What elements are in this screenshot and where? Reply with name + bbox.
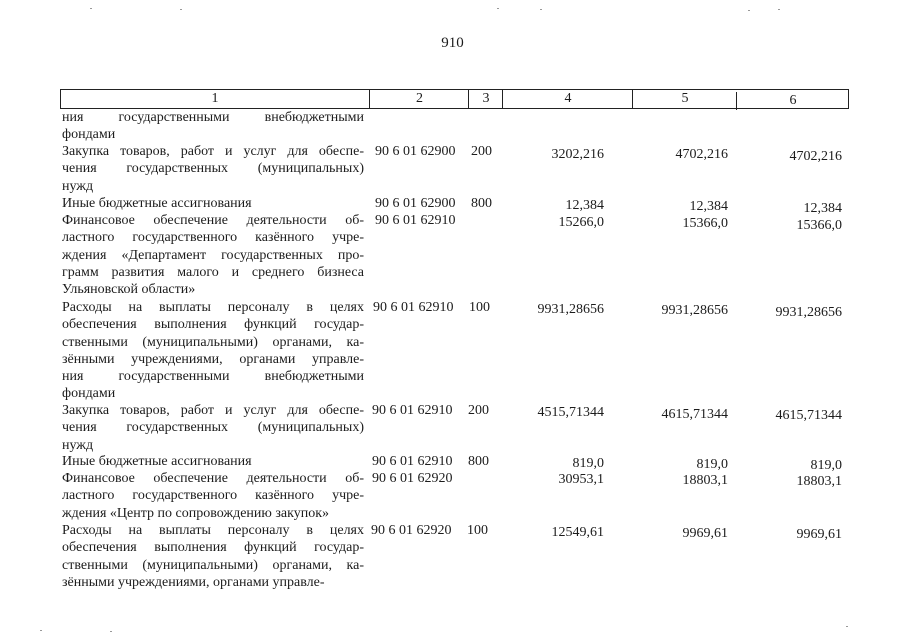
row-description <box>62 453 364 470</box>
row-code: 90 6 01 62910 <box>373 300 454 315</box>
row-description-line: ственными (муниципальными) органами, ка- <box>62 334 364 350</box>
page-number: 910 <box>441 35 464 51</box>
row-description-line: нужд <box>62 178 94 194</box>
row-value-6: 4615,71344 <box>775 408 842 423</box>
row-description <box>62 143 364 195</box>
row-code: 90 6 01 62920 <box>372 471 453 486</box>
row-value-4: 12,384 <box>565 198 604 213</box>
row-description-line: Закупка товаров, работ и услуг для обеспе- <box>62 403 364 418</box>
scan-speck <box>540 9 542 10</box>
row-code: 90 6 01 62910 <box>375 213 456 228</box>
row-value-6: 15366,0 <box>796 218 842 233</box>
row-vr: 800 <box>471 196 492 211</box>
row-description-line: обеспечения выполнения функций государ- <box>62 540 364 556</box>
row-description-line: Иные бюджетные ассигнования <box>62 454 252 469</box>
row-value-6: 12,384 <box>803 201 842 216</box>
scan-speck <box>90 8 92 9</box>
row-description-line: обеспечения выполнения функций государ- <box>62 317 364 333</box>
row-vr: 800 <box>468 454 489 469</box>
header-col-6: 6 <box>736 92 849 110</box>
row-code: 90 6 01 62910 <box>372 454 453 469</box>
row-description-line: Финансовое обеспечение деятельности об- <box>62 213 364 228</box>
row-description <box>62 299 364 403</box>
row-code: 90 6 01 62900 <box>375 144 456 159</box>
row-value-4: 30953,1 <box>558 472 604 487</box>
row-description-line: чения государственных (муниципальных) <box>62 161 364 177</box>
row-description-line: фондами <box>62 386 116 402</box>
row-description <box>62 212 364 298</box>
row-value-5: 18803,1 <box>682 473 728 488</box>
scan-speck <box>748 10 750 11</box>
row-description-line: нужд <box>62 437 94 453</box>
row-value-6: 9931,28656 <box>775 305 842 320</box>
row-vr: 200 <box>471 144 492 159</box>
row-description-line: Расходы на выплаты персоналу в целях <box>62 300 364 315</box>
scan-speck <box>846 626 848 627</box>
row-description-line: Ульяновской области» <box>62 282 196 298</box>
row-description <box>62 522 364 591</box>
row-value-5: 819,0 <box>696 457 728 472</box>
scan-speck <box>778 9 780 10</box>
row-description-line: зёнными учреждениями, органами управле- <box>62 351 364 367</box>
row-value-4: 15266,0 <box>558 215 604 230</box>
header-col-3: 3 <box>468 90 503 108</box>
row-description-line: Закупка товаров, работ и услуг для обеспе- <box>62 144 364 159</box>
row-description <box>62 402 364 454</box>
row-value-4: 12549,61 <box>551 525 604 540</box>
header-col-4: 4 <box>502 90 633 108</box>
row-value-4: 819,0 <box>572 456 604 471</box>
row-description-line: ластного государственного казённого учре- <box>62 230 364 246</box>
row-value-4: 9931,28656 <box>537 302 604 317</box>
row-description-line: ния государственными внебюджетными <box>62 110 364 125</box>
row-value-6: 9969,61 <box>796 527 842 542</box>
header-col-2: 2 <box>369 90 469 108</box>
row-value-6: 819,0 <box>810 458 842 473</box>
scan-speck <box>110 631 112 632</box>
row-value-5: 4702,216 <box>675 147 728 162</box>
row-code: 90 6 01 62910 <box>372 403 453 418</box>
row-description-line: Иные бюджетные ассигнования <box>62 196 252 211</box>
row-description <box>62 109 364 144</box>
row-description-line: фондами <box>62 127 116 143</box>
row-value-5: 9969,61 <box>682 526 728 541</box>
row-vr: 100 <box>467 523 488 538</box>
row-value-4: 4515,71344 <box>537 405 604 420</box>
row-vr: 200 <box>468 403 489 418</box>
row-value-6: 18803,1 <box>796 474 842 489</box>
row-value-6: 4702,216 <box>789 149 842 164</box>
row-description-line: зёнными учреждениями, органами управле- <box>62 574 325 590</box>
row-description <box>62 195 364 212</box>
row-value-5: 9931,28656 <box>661 303 728 318</box>
scan-speck <box>180 9 182 10</box>
row-code: 90 6 01 62900 <box>375 196 456 211</box>
row-description-line: ластного государственного казённого учре- <box>62 488 364 504</box>
row-description-line: чения государственных (муниципальных) <box>62 420 364 436</box>
row-description-line: ственными (муниципальными) органами, ка- <box>62 557 364 573</box>
row-description-line: Финансовое обеспечение деятельности об- <box>62 471 364 486</box>
row-value-5: 15366,0 <box>682 216 728 231</box>
row-description <box>62 470 364 522</box>
row-description-line: грамм развития малого и среднего бизнеса <box>62 264 364 280</box>
header-col-1: 1 <box>211 91 219 106</box>
table-header <box>60 89 849 109</box>
row-value-5: 4615,71344 <box>661 407 728 422</box>
scan-speck <box>497 8 499 9</box>
scan-speck <box>40 630 42 631</box>
row-value-5: 12,384 <box>689 199 728 214</box>
row-value-4: 3202,216 <box>551 147 604 162</box>
row-description-line: Расходы на выплаты персоналу в целях <box>62 523 364 538</box>
row-description-line: ждения «Департамент государственных про- <box>62 247 364 263</box>
header-col-5: 5 <box>632 90 737 108</box>
row-vr: 100 <box>469 300 490 315</box>
row-description-line: ния государственными внебюджетными <box>62 369 364 385</box>
row-code: 90 6 01 62920 <box>371 523 452 538</box>
row-description-line: ждения «Центр по сопровождению закупок» <box>62 505 329 521</box>
